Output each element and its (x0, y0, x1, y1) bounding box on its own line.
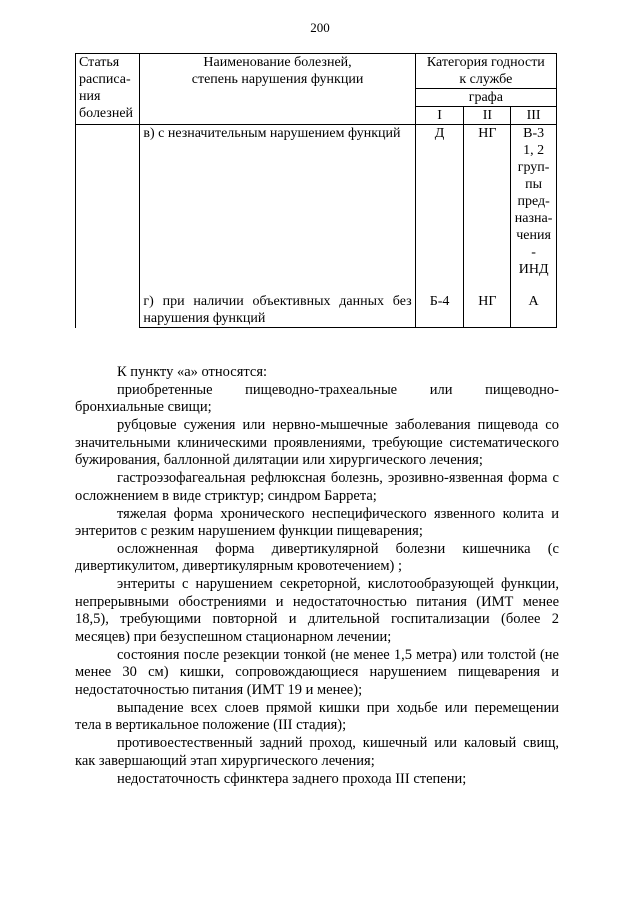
row-grafa-2: НГ (464, 125, 511, 294)
header-roman-3: III (511, 107, 557, 125)
grafa-3-line: В-3 (523, 126, 545, 141)
grafa-3-line: ИНД (518, 262, 549, 277)
header-name-line: Наименование болезней, (203, 55, 352, 70)
grafa-3-line: назна- (514, 211, 553, 226)
header-grafa-cell: графа (415, 89, 556, 107)
row-grafa-1: Д (415, 125, 464, 294)
grafa-3-line: 1, 2 (523, 143, 545, 158)
row-grafa-1: Б-4 (415, 293, 464, 328)
header-category-cell (415, 54, 556, 89)
grafa-3-line: - (531, 245, 536, 260)
header-category-line: Категория годности (426, 55, 545, 70)
grafa-3-line: пы (525, 177, 543, 192)
body-text (75, 364, 559, 788)
row-description: в) с незначительным нарушением функций (140, 125, 415, 294)
header-article-line: болезней (79, 106, 134, 121)
header-article-line: Статья (79, 55, 120, 70)
paragraph: недостаточность сфинктера заднего прохода III степени; (117, 770, 467, 787)
grafa-3-line: чения (516, 228, 551, 243)
header-roman-1: I (415, 107, 464, 125)
paragraph: рубцовые сужения или нервно-мышечные заболевания пищевода со значительными клиническими проявлениями, требующие систематического бужирования, баллонной дилятации или хирургического лечения; (75, 417, 559, 469)
table-header-row-1 (76, 54, 557, 89)
header-category-line: к службе (459, 72, 513, 87)
paragraph: осложненная форма дивертикулярной болезни кишечника (с дивертикулитом, дивертикулярным кровотечением) ; (75, 540, 559, 575)
diseases-table (75, 53, 557, 328)
paragraph: состояния после резекции тонкой (не менее 1,5 метра) или толстой (не менее 30 см) кишки, сопровождающиеся нарушением пищеварения и недостаточностью питания (ИМТ 19 и менее); (75, 646, 559, 698)
paragraph: тяжелая форма хронического неспецифического язвенного колита и энтеритов с резким нарушением функции пищеварения; (75, 505, 559, 540)
row-grafa-2: НГ (464, 293, 511, 328)
paragraph: энтериты с нарушением секреторной, кислотообразующей функции, непрерывными обострениями и недостаточностью питания (ИМТ менее 18,5), требующими повторной и длительной госпитализации (более 2 месяцев) при безуспешном стационарном лечении; (75, 576, 559, 646)
grafa-3-line: пред- (517, 194, 550, 209)
paragraph: приобретенные пищеводно-трахеальные или пищеводно-бронхиальные свищи; (75, 381, 559, 416)
row-description: г) при наличии объективных данных без нарушения функций (140, 293, 415, 328)
paragraph: гастроэзофагеальная рефлюксная болезнь, эрозивно-язвенная форма с осложнением в виде стриктур; синдром Баррета; (75, 470, 559, 504)
row-grafa-3: А (511, 293, 557, 328)
header-name-line: степень нарушения функции (191, 72, 364, 87)
header-article-line: расписа- (79, 72, 131, 87)
grafa-3-line: груп- (517, 160, 550, 175)
article-cell-empty (76, 125, 140, 328)
row-grafa-3 (511, 125, 557, 294)
header-article-line: ния (79, 89, 101, 104)
paragraph: К пункту «а» относятся: (117, 364, 268, 380)
header-name-cell (140, 54, 415, 125)
paragraph: противоестественный задний проход, кишечный или каловый свищ, как завершающий этап хирургического лечения; (75, 735, 559, 769)
page-number: 200 (310, 20, 330, 35)
header-roman-2: II (464, 107, 511, 125)
header-article-cell (76, 54, 140, 125)
paragraph: выпадение всех слоев прямой кишки при ходьбе или перемещении тела в вертикальное положение (III стадия); (75, 699, 559, 734)
table-row (76, 293, 557, 328)
table-row (76, 125, 557, 294)
